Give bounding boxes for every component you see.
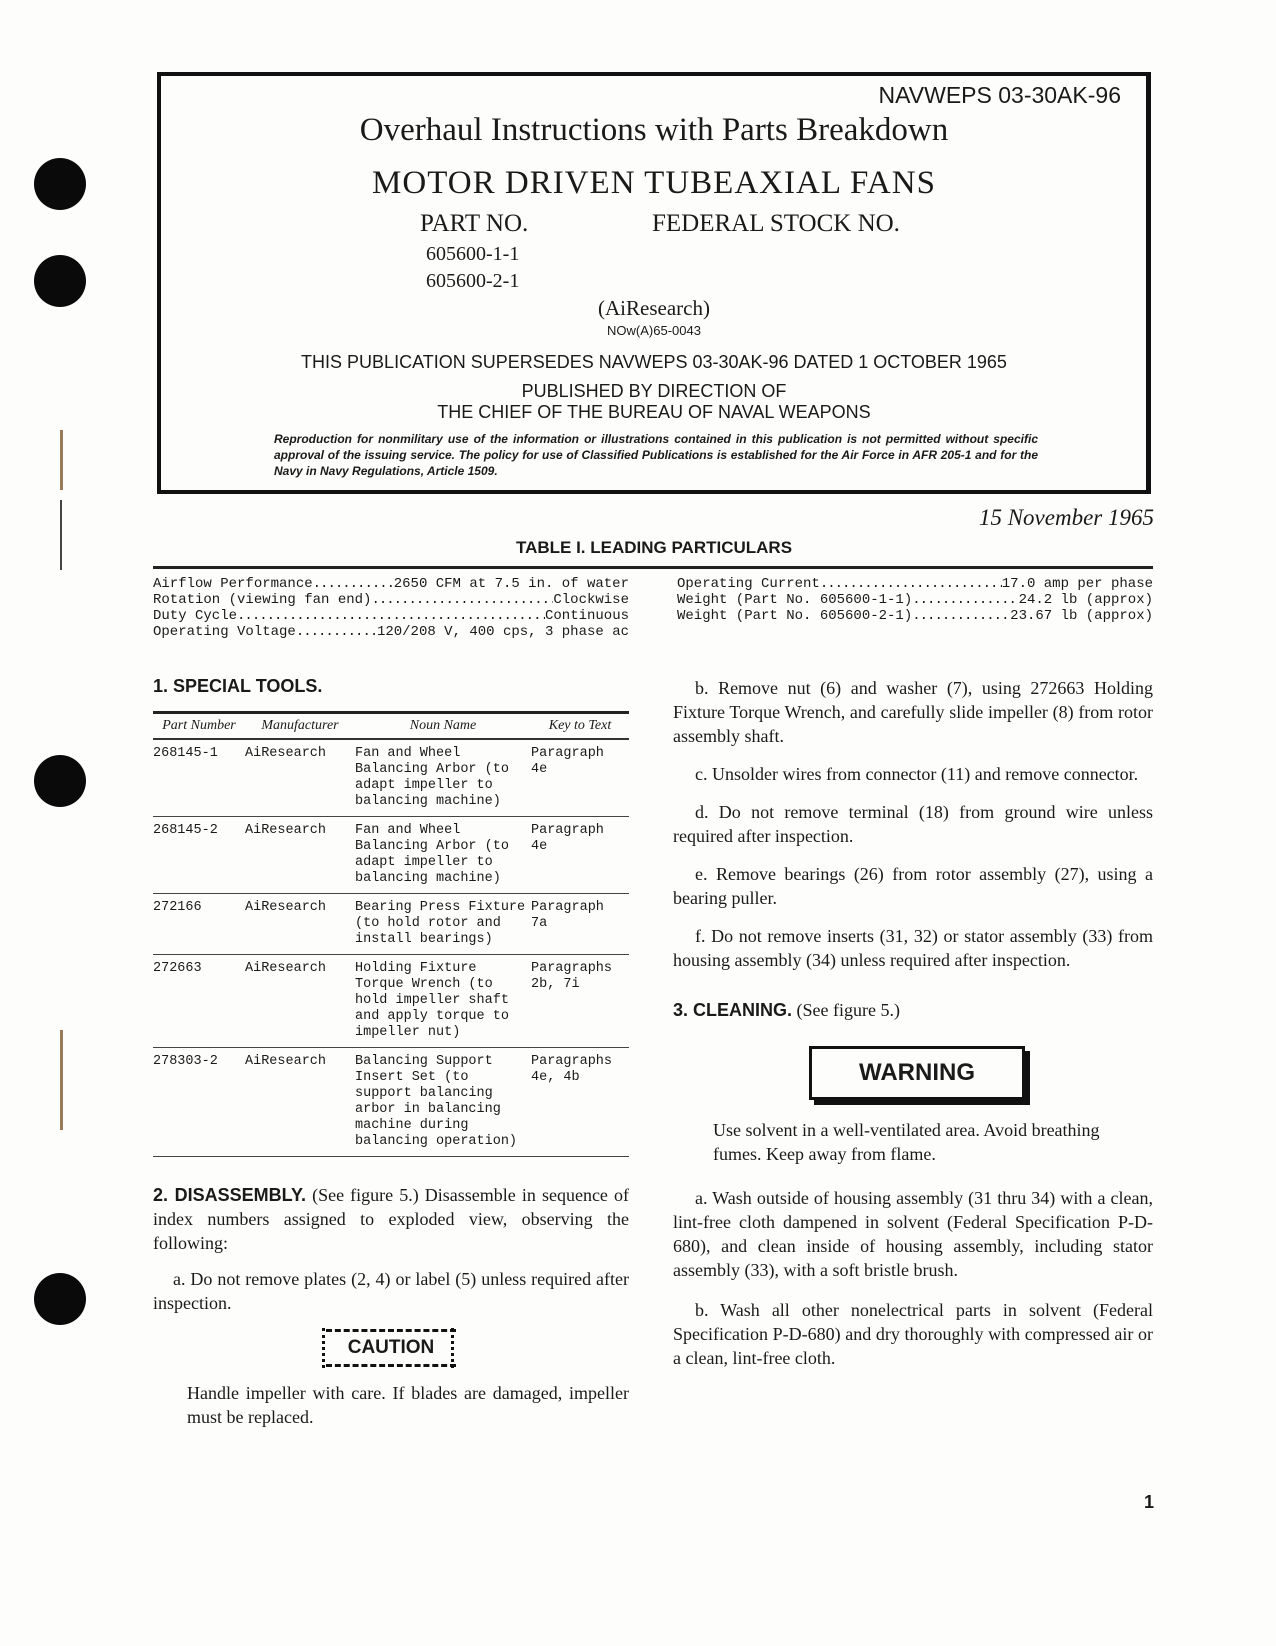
warning-text: Use solvent in a well-ventilated area. Avoid breathing fumes. Keep away from flame.: [713, 1120, 1100, 1164]
manufacturer-cell: AiResearch: [245, 817, 355, 894]
step-a: a. Do not remove plates (2, 4) or label (5) unless required after inspection.: [153, 1269, 629, 1313]
special-tools-heading: 1. SPECIAL TOOLS.: [153, 676, 323, 696]
left-column: [153, 676, 629, 1441]
part-number-cell: 268145-2: [153, 817, 245, 894]
table-row: [153, 739, 629, 817]
key-to-text-cell: Paragraphs 2b, 7i: [531, 955, 629, 1048]
particular-key: Rotation (viewing fan end): [153, 592, 372, 608]
particulars-right: [677, 576, 1153, 624]
noun-name-cell: Holding Fixture Torque Wrench (to hold impeller shaft and apply torque to impeller nut): [355, 955, 531, 1048]
manufacturer-cell: AiResearch: [245, 955, 355, 1048]
particular-key: Weight (Part No. 605600-1-1): [677, 592, 913, 608]
particular-row: [677, 576, 1153, 592]
punch-hole: [34, 255, 86, 307]
disassembly-intro: (See figure 5.) Disassemble in sequence of index numbers assigned to exploded view, observing the following:: [153, 1185, 630, 1253]
margin-mark: [60, 430, 63, 490]
particular-row: [153, 576, 629, 592]
step-c: c. Unsolder wires from connector (11) and remove connector.: [695, 764, 1139, 784]
part-number: 605600-2-1: [426, 270, 520, 292]
particular-key: Duty Cycle: [153, 608, 238, 624]
step-e: e. Remove bearings (26) from rotor assembly (27), using a bearing puller.: [673, 864, 1153, 908]
part-number-cell: 268145-1: [153, 739, 245, 817]
cleaning-ref: (See figure 5.): [796, 1000, 900, 1020]
table-row: [153, 955, 629, 1048]
caution-banner: CAUTION: [326, 1329, 456, 1367]
divider: [153, 566, 1153, 569]
punch-hole: [34, 1273, 86, 1325]
authority: [157, 381, 1151, 423]
particular-value: Clockwise: [553, 592, 629, 608]
step-d: d. Do not remove terminal (18) from ground wire unless required after inspection.: [673, 802, 1153, 846]
part-number-cell: 272663: [153, 955, 245, 1048]
cleaning-step-b: b. Wash all other nonelectrical parts in solvent (Federal Specification P-D-680) and dry thoroughly with compressed air or a clean, lint-free cloth.: [673, 1300, 1153, 1368]
document-subject: MOTOR DRIVEN TUBEAXIAL FANS: [372, 165, 936, 201]
particular-value: 2650 CFM at 7.5 in. of water: [393, 576, 629, 592]
punch-hole: [34, 158, 86, 210]
manufacturer-cell: AiResearch: [245, 894, 355, 955]
right-column: [673, 676, 1153, 1382]
part-number-cell: 278303-2: [153, 1048, 245, 1157]
step-f: f. Do not remove inserts (31, 32) or stator assembly (33) from housing assembly (34) unless required after inspection.: [673, 926, 1153, 970]
column-header: Noun Name: [355, 714, 531, 739]
table-row: [153, 817, 629, 894]
page-number: 1: [1143, 1492, 1154, 1512]
contract-number: NOw(A)65-0043: [607, 323, 701, 338]
particular-row: [153, 624, 629, 640]
part-number-cell: 272166: [153, 894, 245, 955]
particular-value: Continuous: [544, 608, 629, 624]
particular-row: [153, 592, 629, 608]
particular-key: Airflow Performance: [153, 576, 313, 592]
cleaning-step-a: a. Wash outside of housing assembly (31 thru 34) with a clean, lint-free cloth dampened in solvent (Federal Specification P-D-680), and clean inside of housing assembly, including stator assembly (33), with a soft bristle brush.: [673, 1188, 1153, 1280]
noun-name-cell: Fan and Wheel Balancing Arbor (to adapt impeller to balancing machine): [355, 739, 531, 817]
noun-name-cell: Fan and Wheel Balancing Arbor (to adapt impeller to balancing machine): [355, 817, 531, 894]
particular-key: Weight (Part No. 605600-2-1): [677, 608, 913, 624]
reproduction-notice: Reproduction for nonmilitary use of the information or illustrations contained in this publication is not permitted without specific approval of the issuing service. The policy for use of Classified Publications is established for the Air Force in AFR 205-1 and for the Navy in Navy Regulations, Article 1509.: [274, 432, 1038, 478]
manufacturer-cell: AiResearch: [245, 1048, 355, 1157]
supersedes-notice: THIS PUBLICATION SUPERSEDES NAVWEPS 03-30AK-96 DATED 1 OCTOBER 1965: [301, 352, 1007, 372]
key-to-text-cell: Paragraph 4e: [531, 817, 629, 894]
margin-mark: [60, 500, 62, 570]
document-number: NAVWEPS 03-30AK-96: [878, 82, 1121, 108]
authority-name: THE CHIEF OF THE BUREAU OF NAVAL WEAPONS: [437, 402, 871, 422]
particular-row: [677, 608, 1153, 624]
manufacturer-cell: AiResearch: [245, 739, 355, 817]
table-title: TABLE I. LEADING PARTICULARS: [515, 538, 793, 557]
particular-value: 23.67 lb (approx): [1010, 608, 1153, 624]
column-header: Part Number: [153, 714, 245, 739]
particular-value: 17.0 amp per phase: [1001, 576, 1153, 592]
column-header: Key to Text: [531, 714, 629, 739]
particular-value: 120/208 V, 400 cps, 3 phase ac: [376, 624, 629, 640]
part-no-label: PART NO.: [420, 210, 529, 237]
noun-name-cell: Bearing Press Fixture (to hold rotor and install bearings): [355, 894, 531, 955]
publication-date: 15 November 1965: [978, 505, 1154, 530]
particular-key: Operating Voltage: [153, 624, 296, 640]
key-to-text-cell: Paragraph 7a: [531, 894, 629, 955]
particular-value: 24.2 lb (approx): [1018, 592, 1153, 608]
cleaning-heading: 3. CLEANING.: [673, 1000, 793, 1020]
warning-banner: WARNING: [809, 1046, 1025, 1100]
margin-mark: [60, 1030, 63, 1130]
particulars-left: [153, 576, 629, 640]
column-header: Manufacturer: [245, 714, 355, 739]
disassembly-heading: 2. DISASSEMBLY.: [153, 1185, 306, 1205]
step-b: b. Remove nut (6) and washer (7), using 272663 Holding Fixture Torque Wrench, and carefully slide impeller (8) from rotor assembly shaft.: [673, 678, 1153, 746]
table-row: [153, 1048, 629, 1157]
punch-hole: [34, 755, 86, 807]
key-to-text-cell: Paragraph 4e: [531, 739, 629, 817]
particular-row: [677, 592, 1153, 608]
document-title: Overhaul Instructions with Parts Breakdown: [359, 112, 949, 148]
special-tools-table: [153, 714, 629, 1157]
federal-stock-label: FEDERAL STOCK NO.: [652, 210, 900, 237]
key-to-text-cell: Paragraphs 4e, 4b: [531, 1048, 629, 1157]
noun-name-cell: Balancing Support Insert Set (to support balancing arbor in balancing machine during balancing operation): [355, 1048, 531, 1157]
table-row: [153, 894, 629, 955]
published-by: PUBLISHED BY DIRECTION OF: [521, 381, 787, 401]
part-number: 605600-1-1: [426, 243, 520, 265]
manufacturer: (AiResearch): [598, 296, 710, 320]
particular-row: [153, 608, 629, 624]
caution-text: Handle impeller with care. If blades are damaged, impeller must be replaced.: [187, 1383, 629, 1427]
particular-key: Operating Current: [677, 576, 820, 592]
disassembly-section: [153, 1183, 629, 1429]
